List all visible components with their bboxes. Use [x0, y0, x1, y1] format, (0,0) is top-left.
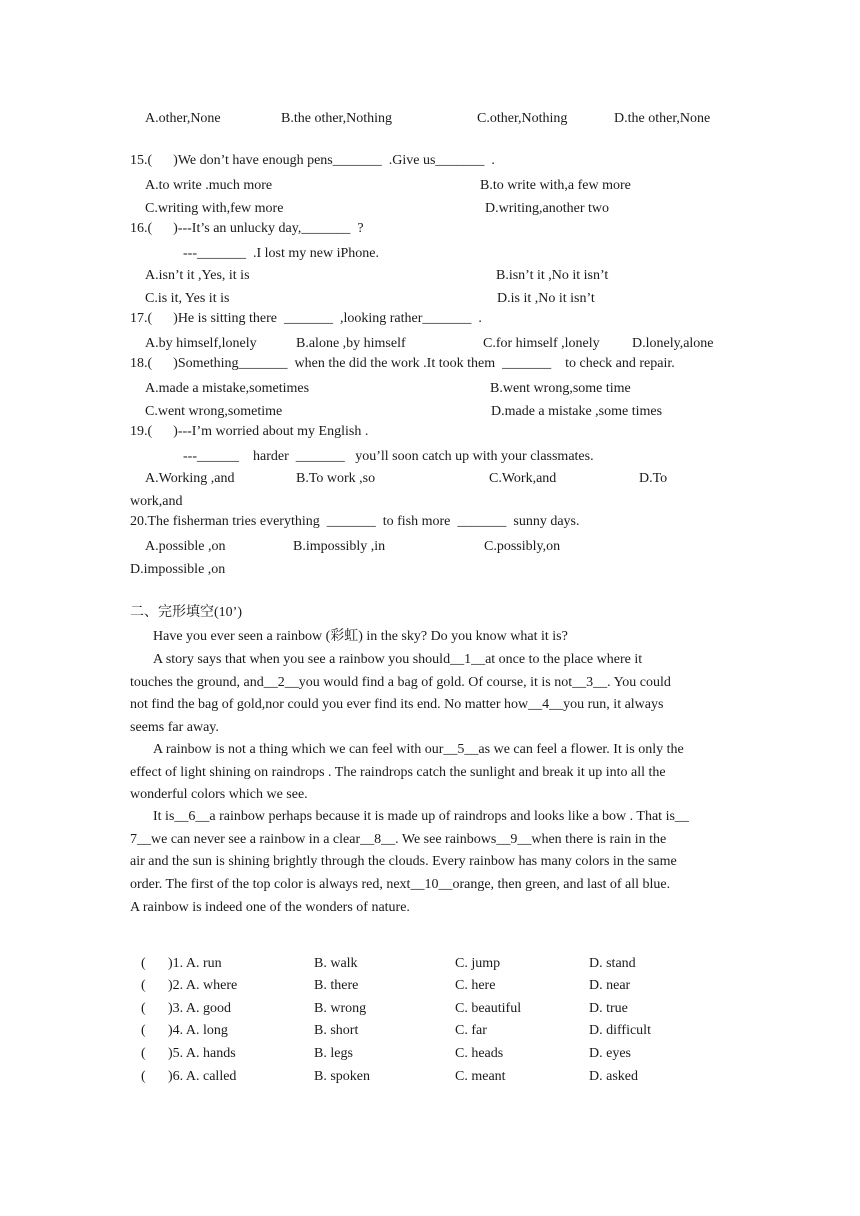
q16-option-a: A.isn’t it ,Yes, it is: [145, 268, 250, 283]
q18-option-b: B.went wrong,some time: [490, 381, 631, 396]
q19-option-d: D.To: [639, 471, 668, 486]
q14-option-d: D.the other,None: [614, 111, 711, 126]
q20-option-c: C.possibly,on: [484, 539, 561, 554]
q19-option-c: C.Work,and: [489, 471, 557, 486]
passage-line: air and the sun is shining brightly through the clouds. Every rainbow has many colors in the same: [130, 854, 677, 869]
option-b: B. legs: [314, 1046, 353, 1061]
option-b: B. spoken: [314, 1069, 370, 1084]
q15-option-a: A.to write .much more: [145, 178, 273, 193]
passage-line: A rainbow is not a thing which we can feel with our__5__as we can feel a flower. It is only the: [153, 742, 684, 757]
q14-option-b: B.the other,Nothing: [281, 111, 393, 126]
q19-stem: 19.( )---I’m worried about my English .: [130, 424, 369, 439]
q15-stem: 15.( )We don’t have enough pens_______ .Give us_______ .: [130, 153, 495, 168]
q15-option-d: D.writing,another two: [485, 201, 610, 216]
passage-line: A story says that when you see a rainbow you should__1__at once to the place where it: [153, 652, 643, 667]
passage-line: It is__6__a rainbow perhaps because it is made up of raindrops and looks like a bow . That is__: [153, 809, 689, 824]
q17-option-a: A.by himself,lonely: [145, 336, 257, 351]
passage-line: effect of light shining on raindrops . The raindrops catch the sunlight and break it up into all the: [130, 765, 666, 780]
option-paren: (: [141, 1023, 146, 1038]
option-c: C. far: [455, 1023, 487, 1038]
q19-option-d-continued: work,and: [130, 494, 183, 509]
q14-option-c: C.other,Nothing: [477, 111, 568, 126]
passage-line: Have you ever seen a rainbow (彩虹) in the sky? Do you know what it is?: [153, 629, 568, 644]
q15-option-c: C.writing with,few more: [145, 201, 284, 216]
option-d: D. stand: [589, 956, 636, 971]
option-c: C. meant: [455, 1069, 506, 1084]
q15-option-b: B.to write with,a few more: [480, 178, 631, 193]
option-b: B. wrong: [314, 1001, 367, 1016]
option-paren: (: [141, 956, 146, 971]
q20-option-a: A.possible ,on: [145, 539, 226, 554]
q17-option-c: C.for himself ,lonely: [483, 336, 600, 351]
option-b: B. walk: [314, 956, 358, 971]
passage-line: seems far away.: [130, 720, 219, 735]
q17-stem: 17.( )He is sitting there _______ ,looking rather_______ .: [130, 311, 482, 326]
q18-option-a: A.made a mistake,sometimes: [145, 381, 310, 396]
option-d: D. asked: [589, 1069, 638, 1084]
option-a: )1. A. run: [168, 956, 222, 971]
option-a: )3. A. good: [168, 1001, 231, 1016]
option-paren: (: [141, 1001, 146, 1016]
passage-line: touches the ground, and__2__you would find a bag of gold. Of course, it is not__3__. You could: [130, 675, 671, 690]
q20-option-d: D.impossible ,on: [130, 562, 226, 577]
q16-stem-response: ---_______ .I lost my new iPhone.: [183, 246, 379, 261]
q19-stem-response: ---______ harder _______ you’ll soon catch up with your classmates.: [183, 449, 594, 464]
option-c: C. beautiful: [455, 1001, 522, 1016]
option-d: D. eyes: [589, 1046, 631, 1061]
q18-option-c: C.went wrong,sometime: [145, 404, 283, 419]
q16-option-c: C.is it, Yes it is: [145, 291, 230, 306]
passage-line: not find the bag of gold,nor could you ever find its end. No matter how__4__you run, it always: [130, 697, 664, 712]
option-a: )6. A. called: [168, 1069, 237, 1084]
passage-line: A rainbow is indeed one of the wonders of nature.: [130, 900, 410, 915]
option-b: B. there: [314, 978, 359, 993]
option-b: B. short: [314, 1023, 359, 1038]
option-a: )4. A. long: [168, 1023, 228, 1038]
section-title: 二、完形填空(10’): [130, 605, 242, 620]
q19-option-a: A.Working ,and: [145, 471, 235, 486]
q17-option-d: D.lonely,alone: [632, 336, 714, 351]
option-c: C. here: [455, 978, 496, 993]
q16-option-b: B.isn’t it ,No it isn’t: [496, 268, 609, 283]
q16-stem: 16.( )---It’s an unlucky day,_______ ?: [130, 221, 364, 236]
option-c: C. heads: [455, 1046, 504, 1061]
passage-line: order. The first of the top color is always red, next__10__orange, then green, and last of all blue.: [130, 877, 671, 892]
option-d: D. near: [589, 978, 631, 993]
q18-stem: 18.( )Something_______ when the did the work .It took them _______ to check and repair.: [130, 356, 675, 371]
option-d: D. difficult: [589, 1023, 651, 1038]
q20-stem: 20.The fisherman tries everything _______ to fish more _______ sunny days.: [130, 514, 580, 529]
q18-option-d: D.made a mistake ,some times: [491, 404, 663, 419]
q17-option-b: B.alone ,by himself: [296, 336, 406, 351]
option-paren: (: [141, 1069, 146, 1084]
option-a: )2. A. where: [168, 978, 238, 993]
q19-option-b: B.To work ,so: [296, 471, 376, 486]
q14-option-a: A.other,None: [145, 111, 221, 126]
option-paren: (: [141, 1046, 146, 1061]
q16-option-d: D.is it ,No it isn’t: [497, 291, 595, 306]
passage-line: wonderful colors which we see.: [130, 787, 308, 802]
option-paren: (: [141, 978, 146, 993]
passage-line: 7__we can never see a rainbow in a clear__8__. We see rainbows__9__when there is rain in the: [130, 832, 667, 847]
q20-option-b: B.impossibly ,in: [293, 539, 386, 554]
option-d: D. true: [589, 1001, 628, 1016]
option-a: )5. A. hands: [168, 1046, 236, 1061]
option-c: C. jump: [455, 956, 501, 971]
